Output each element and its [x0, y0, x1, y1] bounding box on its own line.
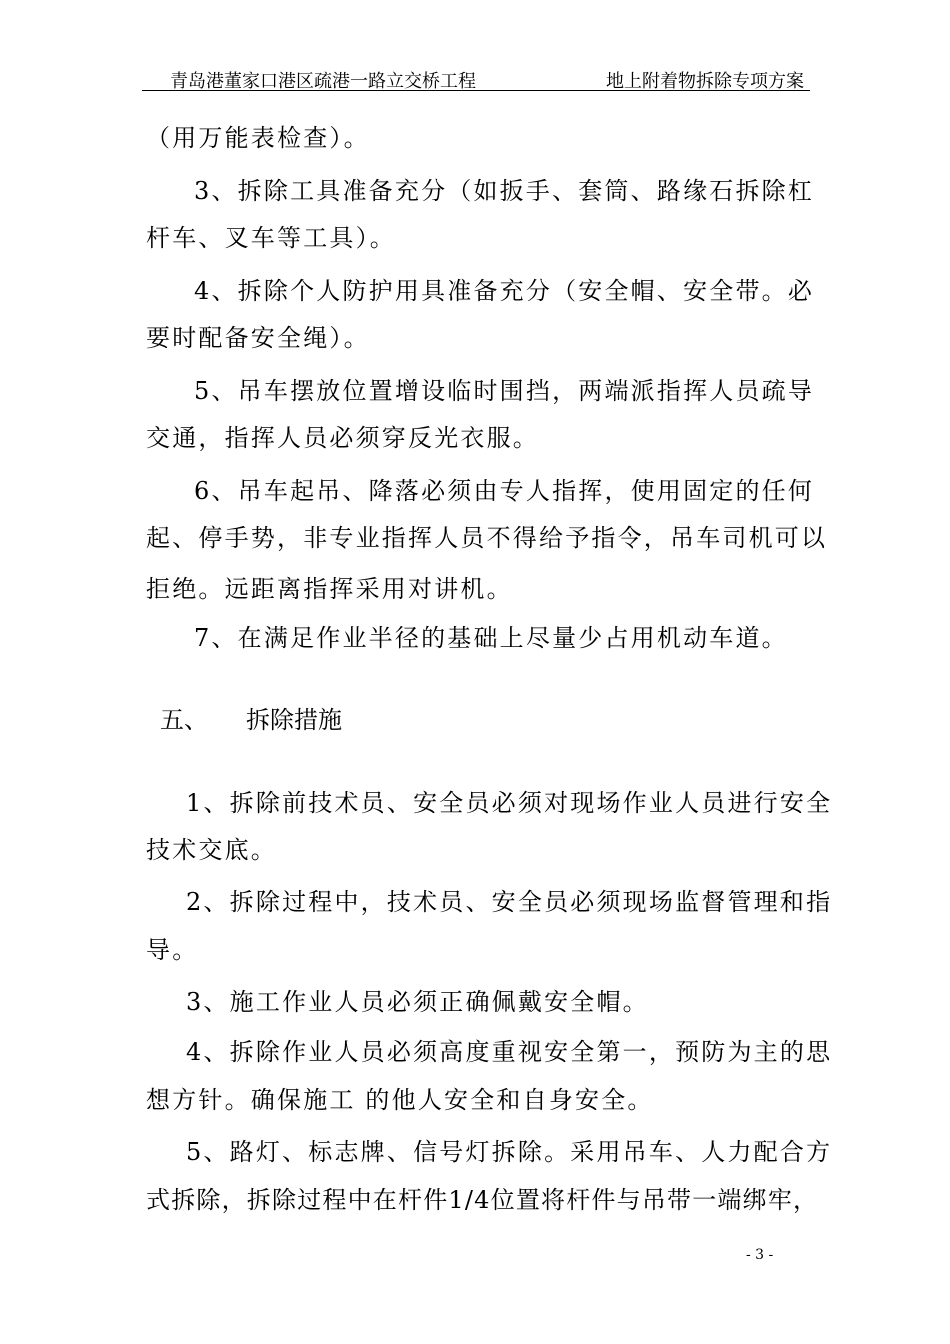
header-document-title: 地上附着物拆除专项方案: [606, 71, 804, 92]
paragraph-line: 导。: [146, 936, 199, 964]
paragraph-line: 想方针。确保施工 的他人安全和自身安全。: [146, 1086, 654, 1114]
paragraph-line: 5、吊车摆放位置增设临时围挡，两端派指挥人员疏导: [194, 377, 815, 405]
section-title: 拆除措施: [246, 706, 342, 734]
paragraph-line: 6、吊车起吊、降落必须由专人指挥，使用固定的任何: [194, 477, 815, 505]
paragraph-line: 要时配备安全绳）。: [146, 324, 370, 352]
header-project-title: 青岛港董家口港区疏港一路立交桥工程: [170, 71, 476, 92]
paragraph-line: 式拆除，拆除过程中在杆件1/4位置将杆件与吊带一端绑牢，: [146, 1186, 819, 1214]
paragraph-line: 交通，指挥人员必须穿反光衣服。: [146, 424, 539, 452]
paragraph-line: 技术交底。: [146, 836, 277, 864]
paragraph-line: 5、路灯、标志牌、信号灯拆除。采用吊车、人力配合方: [186, 1138, 833, 1166]
paragraph-line: 2、拆除过程中，技术员、安全员必须现场监督管理和指: [186, 888, 833, 916]
paragraph-line: 杆车、叉车等工具）。: [146, 224, 396, 252]
page-number: - 3 -: [746, 1247, 774, 1263]
paragraph-line: 起、停手势，非专业指挥人员不得给予指令，吊车司机可以: [146, 524, 828, 552]
paragraph-line: 1、拆除前技术员、安全员必须对现场作业人员进行安全: [186, 789, 833, 817]
paragraph-line: 4、拆除作业人员必须高度重视安全第一，预防为主的思: [186, 1038, 833, 1066]
paragraph-line: 4、拆除个人防护用具准备充分（安全帽、安全带。必: [194, 277, 815, 305]
paragraph-line: 3、拆除工具准备充分（如扳手、套筒、路缘石拆除杠: [194, 177, 815, 205]
paragraph-line: 拒绝。远距离指挥采用对讲机。: [146, 575, 513, 603]
paragraph-line: （用万能表检查）。: [146, 124, 370, 152]
page-header: [142, 64, 810, 91]
section-number: 五、: [160, 706, 208, 734]
paragraph-line: 7、在满足作业半径的基础上尽量少占用机动车道。: [194, 624, 788, 652]
paragraph-line: 3、施工作业人员必须正确佩戴安全帽。: [186, 988, 649, 1016]
